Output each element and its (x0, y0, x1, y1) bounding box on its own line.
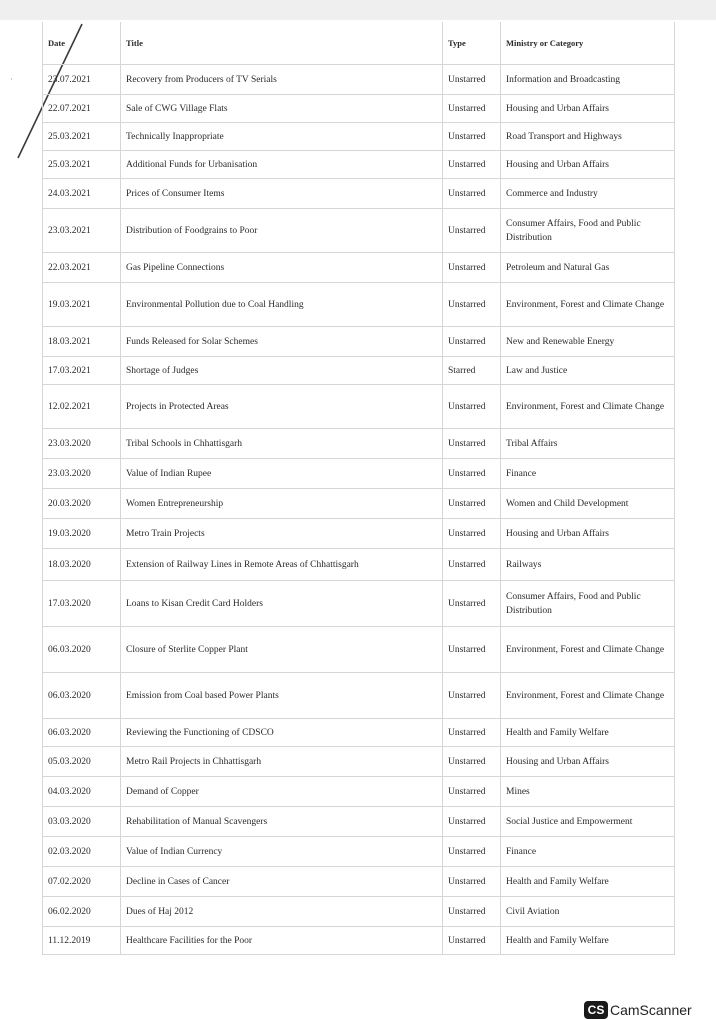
table-row (43, 627, 675, 673)
row-ministry: Housing and Urban Affairs (501, 151, 675, 179)
table-row (43, 897, 675, 927)
table-row (43, 581, 675, 627)
row-ministry: Road Transport and Highways (501, 123, 675, 151)
row-date: 07.02.2020 (43, 867, 121, 897)
table-row (43, 549, 675, 581)
row-title: Closure of Sterlite Copper Plant (121, 627, 443, 673)
table-row (43, 429, 675, 459)
row-type: Unstarred (443, 123, 501, 151)
row-date: 05.03.2020 (43, 747, 121, 777)
row-date: 19.03.2021 (43, 283, 121, 327)
row-type: Unstarred (443, 95, 501, 123)
row-date: 24.03.2021 (43, 179, 121, 209)
row-type: Unstarred (443, 627, 501, 673)
row-type: Unstarred (443, 777, 501, 807)
row-type: Unstarred (443, 385, 501, 429)
row-title: Prices of Consumer Items (121, 179, 443, 209)
row-date: 03.03.2020 (43, 807, 121, 837)
row-title: Demand of Copper (121, 777, 443, 807)
row-title: Sale of CWG Village Flats (121, 95, 443, 123)
row-title: Rehabilitation of Manual Scavengers (121, 807, 443, 837)
table-row (43, 209, 675, 253)
row-ministry: Housing and Urban Affairs (501, 95, 675, 123)
row-ministry: Social Justice and Empowerment (501, 807, 675, 837)
row-type: Unstarred (443, 327, 501, 357)
header-title: Title (121, 22, 443, 65)
table-row (43, 747, 675, 777)
row-title: Metro Rail Projects in Chhattisgarh (121, 747, 443, 777)
scan-top-band (0, 0, 716, 20)
row-title: Recovery from Producers of TV Serials (121, 65, 443, 95)
row-title: Distribution of Foodgrains to Poor (121, 209, 443, 253)
row-ministry: Housing and Urban Affairs (501, 519, 675, 549)
table-row (43, 123, 675, 151)
row-ministry: Petroleum and Natural Gas (501, 253, 675, 283)
row-date: 23.07.2021 (43, 65, 121, 95)
row-date: 11.12.2019 (43, 927, 121, 955)
row-type: Unstarred (443, 747, 501, 777)
table-row (43, 327, 675, 357)
row-title: Value of Indian Rupee (121, 459, 443, 489)
table-row (43, 519, 675, 549)
row-title: Gas Pipeline Connections (121, 253, 443, 283)
row-title: Value of Indian Currency (121, 837, 443, 867)
row-ministry: Tribal Affairs (501, 429, 675, 459)
questions-table (42, 22, 675, 955)
table-row (43, 179, 675, 209)
row-ministry: Consumer Affairs, Food and Public Distribution (501, 209, 675, 253)
row-date: 17.03.2020 (43, 581, 121, 627)
row-ministry: Commerce and Industry (501, 179, 675, 209)
table-row (43, 807, 675, 837)
row-type: Unstarred (443, 927, 501, 955)
header-date: Date (43, 22, 121, 65)
row-title: Women Entrepreneurship (121, 489, 443, 519)
row-date: 04.03.2020 (43, 777, 121, 807)
row-date: 18.03.2020 (43, 549, 121, 581)
table-row (43, 867, 675, 897)
header-type: Type (443, 22, 501, 65)
row-title: Technically Inappropriate (121, 123, 443, 151)
row-title: Decline in Cases of Cancer (121, 867, 443, 897)
row-title: Environmental Pollution due to Coal Handling (121, 283, 443, 327)
table-row (43, 95, 675, 123)
row-ministry: New and Renewable Energy (501, 327, 675, 357)
scan-speck: · (10, 74, 13, 84)
row-ministry: Health and Family Welfare (501, 867, 675, 897)
table-row (43, 151, 675, 179)
row-ministry: Railways (501, 549, 675, 581)
row-type: Unstarred (443, 65, 501, 95)
row-date: 23.03.2020 (43, 459, 121, 489)
document-sheet (42, 22, 682, 955)
row-type: Unstarred (443, 519, 501, 549)
row-ministry: Health and Family Welfare (501, 719, 675, 747)
camscanner-logo-icon: CS (584, 1001, 608, 1019)
table-row (43, 253, 675, 283)
row-type: Unstarred (443, 549, 501, 581)
row-type: Starred (443, 357, 501, 385)
row-type: Unstarred (443, 489, 501, 519)
row-type: Unstarred (443, 429, 501, 459)
row-title: Extension of Railway Lines in Remote Areas of Chhattisgarh (121, 549, 443, 581)
row-date: 06.02.2020 (43, 897, 121, 927)
table-body (43, 65, 675, 955)
row-ministry: Housing and Urban Affairs (501, 747, 675, 777)
row-date: 17.03.2021 (43, 357, 121, 385)
table-row (43, 459, 675, 489)
row-ministry: Finance (501, 837, 675, 867)
row-ministry: Information and Broadcasting (501, 65, 675, 95)
row-type: Unstarred (443, 581, 501, 627)
row-type: Unstarred (443, 179, 501, 209)
row-date: 25.03.2021 (43, 151, 121, 179)
row-ministry: Women and Child Development (501, 489, 675, 519)
row-date: 12.02.2021 (43, 385, 121, 429)
row-ministry: Environment, Forest and Climate Change (501, 385, 675, 429)
row-title: Reviewing the Functioning of CDSCO (121, 719, 443, 747)
row-date: 06.03.2020 (43, 673, 121, 719)
row-date: 18.03.2021 (43, 327, 121, 357)
row-title: Shortage of Judges (121, 357, 443, 385)
table-row (43, 357, 675, 385)
row-title: Dues of Haj 2012 (121, 897, 443, 927)
table-header-row (43, 22, 675, 65)
row-date: 02.03.2020 (43, 837, 121, 867)
row-date: 25.03.2021 (43, 123, 121, 151)
row-type: Unstarred (443, 719, 501, 747)
row-title: Emission from Coal based Power Plants (121, 673, 443, 719)
table-row (43, 719, 675, 747)
row-date: 06.03.2020 (43, 719, 121, 747)
table-row (43, 283, 675, 327)
row-ministry: Civil Aviation (501, 897, 675, 927)
table-row (43, 837, 675, 867)
camscanner-watermark (584, 1000, 692, 1020)
row-date: 22.07.2021 (43, 95, 121, 123)
row-title: Loans to Kisan Credit Card Holders (121, 581, 443, 627)
row-ministry: Environment, Forest and Climate Change (501, 283, 675, 327)
row-type: Unstarred (443, 867, 501, 897)
row-ministry: Law and Justice (501, 357, 675, 385)
row-type: Unstarred (443, 151, 501, 179)
table-row (43, 927, 675, 955)
row-title: Healthcare Facilities for the Poor (121, 927, 443, 955)
row-date: 20.03.2020 (43, 489, 121, 519)
row-date: 22.03.2021 (43, 253, 121, 283)
row-type: Unstarred (443, 283, 501, 327)
row-title: Additional Funds for Urbanisation (121, 151, 443, 179)
row-ministry: Environment, Forest and Climate Change (501, 673, 675, 719)
table-row (43, 673, 675, 719)
table-row (43, 777, 675, 807)
row-title: Tribal Schools in Chhattisgarh (121, 429, 443, 459)
row-type: Unstarred (443, 209, 501, 253)
table-row (43, 385, 675, 429)
row-type: Unstarred (443, 459, 501, 489)
table-row (43, 489, 675, 519)
row-type: Unstarred (443, 837, 501, 867)
row-ministry: Consumer Affairs, Food and Public Distribution (501, 581, 675, 627)
row-ministry: Mines (501, 777, 675, 807)
row-type: Unstarred (443, 897, 501, 927)
row-date: 23.03.2020 (43, 429, 121, 459)
table-row (43, 65, 675, 95)
row-date: 19.03.2020 (43, 519, 121, 549)
row-date: 06.03.2020 (43, 627, 121, 673)
row-type: Unstarred (443, 673, 501, 719)
row-title: Metro Train Projects (121, 519, 443, 549)
row-title: Projects in Protected Areas (121, 385, 443, 429)
header-ministry: Ministry or Category (501, 22, 675, 65)
row-ministry: Finance (501, 459, 675, 489)
row-ministry: Environment, Forest and Climate Change (501, 627, 675, 673)
row-ministry: Health and Family Welfare (501, 927, 675, 955)
row-type: Unstarred (443, 807, 501, 837)
row-title: Funds Released for Solar Schemes (121, 327, 443, 357)
row-type: Unstarred (443, 253, 501, 283)
row-date: 23.03.2021 (43, 209, 121, 253)
camscanner-logo-text: CamScanner (610, 1002, 692, 1018)
